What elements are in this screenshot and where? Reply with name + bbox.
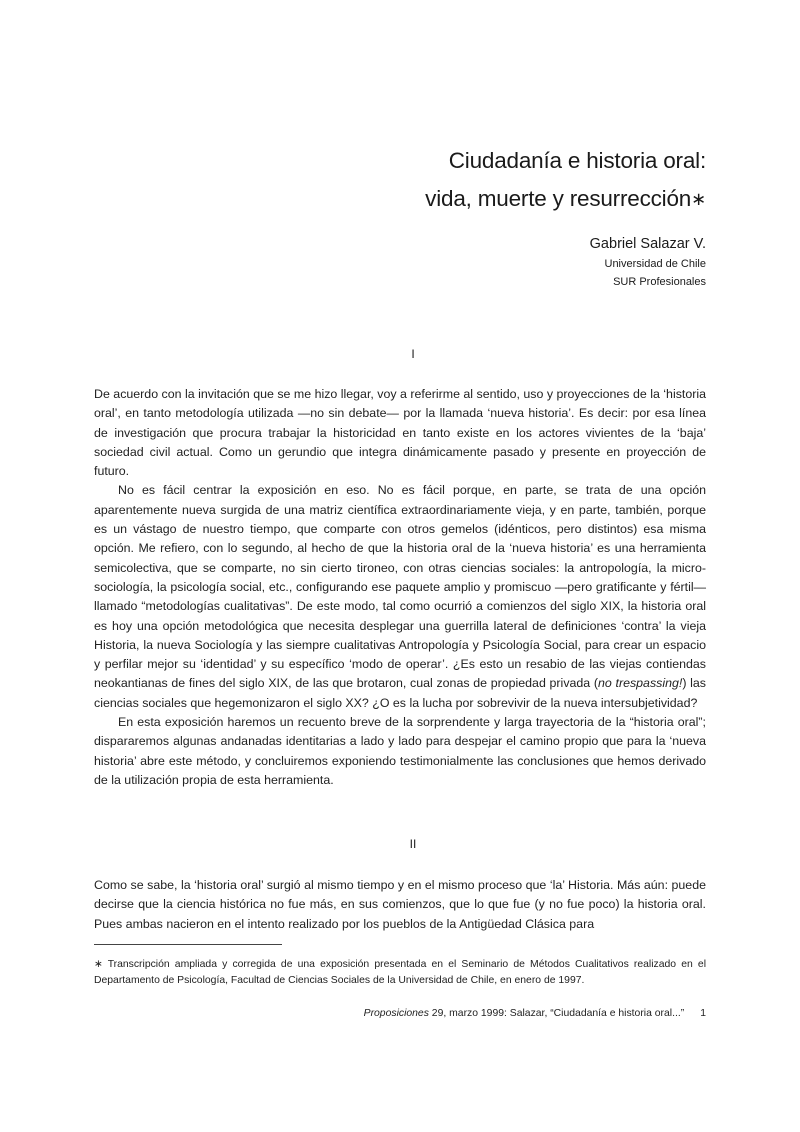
title-line-1: Ciudadanía e historia oral: <box>448 148 706 173</box>
paragraph: Como se sabe, la ‘historia oral’ surgió al mismo tiempo y en el mismo proceso que ‘la’ Historia. Más aún: puede decirse que la ciencia histórica no fue más, en sus comienzos, que lo que fue (y no fue poco) la historia oral. Pues ambas nacieron en el intento realizado por los pueblos de la Antigüedad Clásica para <box>94 878 706 931</box>
section-2-body <box>94 876 706 934</box>
footnote <box>94 957 706 988</box>
section-1-body <box>94 385 706 790</box>
affiliation-university: Universidad de Chile <box>604 258 706 270</box>
author-block <box>590 233 706 291</box>
running-footer <box>364 1008 706 1019</box>
affiliation-sur: SUR Profesionales <box>613 276 706 288</box>
title-line-2 <box>425 180 706 218</box>
paragraph: En esta exposición haremos un recuento breve de la sorprendente y larga trayectoria de la “historia oral”; dispararemos algunas andanadas identitarias a lado y lado para despejar el camino propio que para la ‘nueva historia’ abre este método, y concluiremos exponiendo testimonialmente las conclusiones que hemos derivado de la utilización propia de esta herramienta. <box>94 715 706 787</box>
section-number-1: I <box>411 347 415 361</box>
paragraph <box>94 481 706 713</box>
footnote-divider <box>94 944 282 945</box>
title-block <box>425 142 706 218</box>
title-line-2-text: vida, muerte y resurrección <box>425 186 692 211</box>
author-name: Gabriel Salazar V. <box>589 236 706 252</box>
footer-citation: 29, marzo 1999: Salazar, “Ciudadanía e historia oral...” <box>428 1008 685 1019</box>
footnote-text: Transcripción ampliada y corregida de una exposición presentada en el Seminario de Métodos Cualitativos realizado en el Departamento de Psicología, Facultad de Ciencias Sociales de la Universidad de Chile, en enero de 1997. <box>94 959 707 986</box>
emphasis-text: no trespassing! <box>598 676 683 691</box>
paragraph-text: No es fácil centrar la exposición en eso. No es fácil porque, en parte, se trata de una opción aparentemente nueva surgida de una matriz científica extraordinariamente vieja, y en parte, también, porque es un vástago de nuestro tiempo, que comparte con otros gemelos (idénticos, pero distintos) esa misma opción. Me refiero, con lo segundo, al hecho de que la historia oral de la ‘nueva historia’ es una herramienta semicolectiva, que se comparte, no sin cierto tironeo, con otras ciencias sociales: la antropología, la micro-sociología, la psicología social, etc., configurando ese paquete amplio y promiscuo —pero gratificante y fértil— llamado “metodologías cualitativas”. De este modo, tal como ocurrió a comienzos del siglo XIX, la historia oral es hoy una opción metodológica que necesita desplegar una guerrilla lateral de definiciones ‘contra’ la vieja Historia, la nueva Sociología y las siempre cualitativas Antropología y Psicología Social, para crear un espacio y perfilar mejor su ‘identidad’ y su específico ‘modo de operar’. ¿Es esto un resabio de las viejas contiendas neokantianas de fines del siglo XIX, de las que brotaron, cual zonas de propiedad privada ( <box>94 483 706 691</box>
paragraph: De acuerdo con la invitación que se me hizo llegar, voy a referirme al sentido, uso y proyecciones de la ‘historia oral’, en tanto metodología utilizada —no sin debate— por la llamada ‘nueva historia’. Es decir: por esa línea de investigación que procura trabajar la historicidad en tanto existe en los actores vivientes de la ‘baja’ sociedad civil actual. Como un gerundio que integra dinámicamente pasado y presente en proyección de futuro. <box>94 387 706 479</box>
page-number: 1 <box>700 1008 706 1019</box>
journal-name: Proposiciones <box>363 1008 429 1019</box>
title-footnote-mark[interactable]: ∗ <box>691 189 706 209</box>
paragraph-text: ) las ciencias sociales que hegemonizaron el siglo XX? ¿O es la lucha por sobrevivir de la nueva intersubjetividad? <box>94 676 706 710</box>
footnote-mark: ∗ <box>94 959 103 970</box>
section-number-2: II <box>409 837 417 851</box>
